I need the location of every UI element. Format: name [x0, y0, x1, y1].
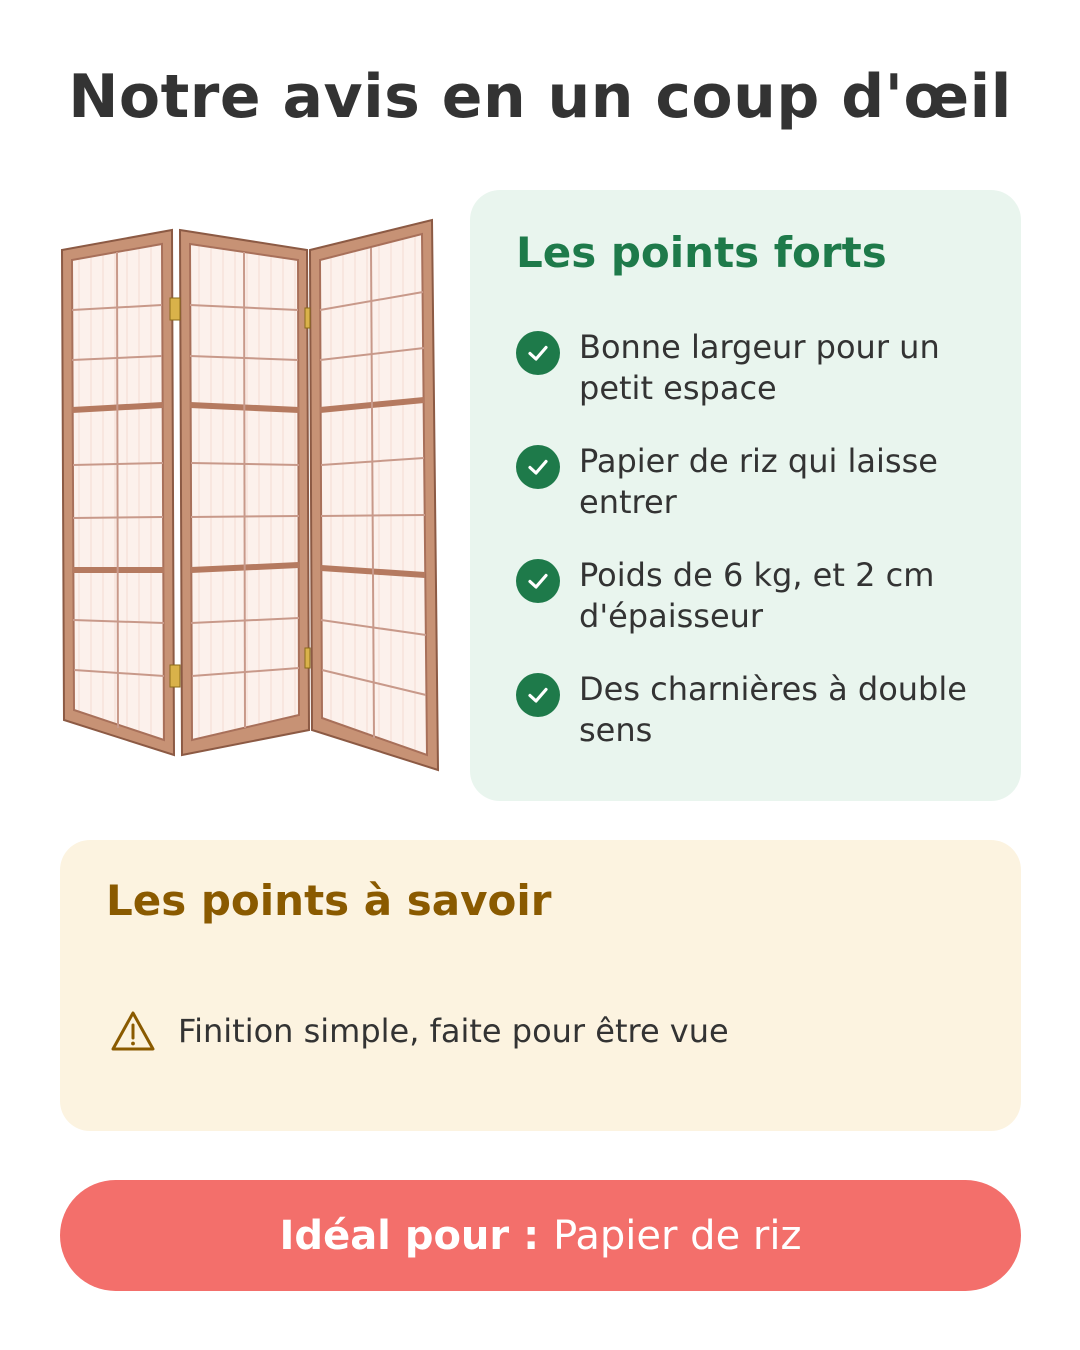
check-circle-icon: [516, 445, 560, 489]
check-circle-icon: [516, 559, 560, 603]
cons-heading: Les points à savoir: [106, 876, 552, 925]
pros-item-text: Bonne largeur pour un petit espace: [579, 328, 940, 407]
pros-item-text: Papier de riz qui laisse entrer: [579, 442, 938, 521]
pros-item: [516, 555, 981, 637]
cons-item: [110, 1010, 729, 1052]
page-title: Notre avis en un coup d'œil: [68, 62, 1012, 132]
pros-item: [516, 669, 981, 751]
product-illustration: [52, 210, 452, 780]
pros-item: [516, 441, 981, 523]
cons-card: [60, 840, 1021, 1131]
pros-item: [516, 327, 981, 409]
warning-icon: [110, 1010, 156, 1052]
cons-item-text: Finition simple, faite pour être vue: [178, 1012, 729, 1050]
ideal-for-banner: [60, 1180, 1021, 1291]
pros-heading: Les points forts: [516, 228, 887, 277]
check-circle-icon: [516, 331, 560, 375]
panel-center: [180, 230, 309, 755]
panel-right: [310, 220, 438, 770]
ideal-for-value: Papier de riz: [553, 1212, 802, 1259]
pros-item-text: Des charnières à double sens: [579, 670, 967, 749]
panel-left: [62, 230, 174, 755]
ideal-for-label: Idéal pour :: [279, 1212, 540, 1259]
check-circle-icon: [516, 673, 560, 717]
pros-item-text: Poids de 6 kg, et 2 cm d'épaisseur: [579, 556, 935, 635]
pros-card: [470, 190, 1021, 801]
